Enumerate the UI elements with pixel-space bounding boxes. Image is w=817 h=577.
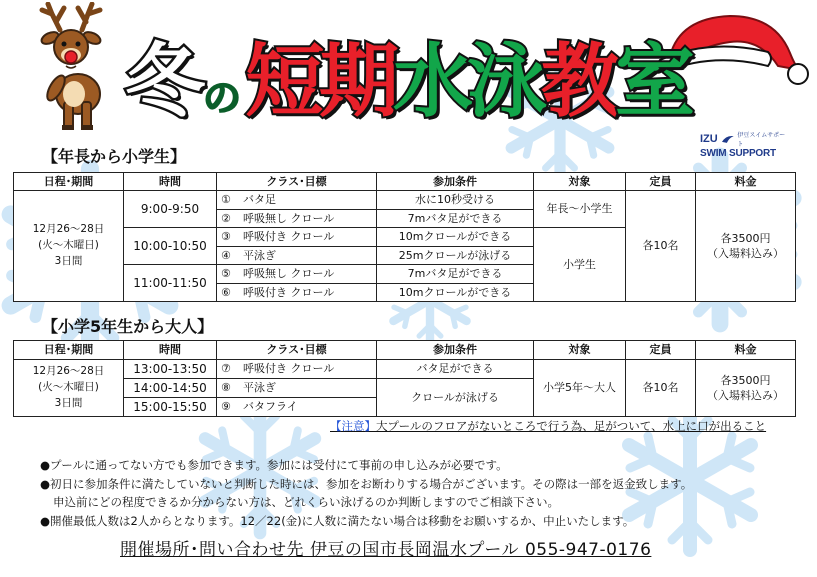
- col-header: 料金: [696, 173, 796, 191]
- col-header: 対象: [534, 173, 626, 191]
- col-header: 時間: [124, 341, 217, 360]
- date-duration: 3日間: [54, 396, 83, 409]
- list-item: ●開催最低人数は2人からとなります。12／22(金)に人数に満たない場合は移動をお願いするか、中止いたします。: [40, 513, 635, 528]
- table-row: [14, 360, 796, 379]
- table-row: [14, 191, 796, 210]
- time-cell: 13:00-13:50: [124, 360, 217, 379]
- class-number: ⑧: [221, 381, 231, 395]
- class-number: ③: [221, 230, 231, 244]
- fee-amount: 各3500円: [720, 231, 771, 245]
- capacity-cell: 各10名: [626, 360, 696, 417]
- title-char: 短: [245, 35, 320, 128]
- time-cell: 14:00-14:50: [124, 379, 217, 398]
- title-char: 室: [615, 35, 690, 128]
- class-number: ⑦: [221, 362, 231, 376]
- page-title: [125, 32, 745, 132]
- class-name: バタフライ: [243, 400, 298, 414]
- date-days: (火～木曜日): [38, 239, 99, 252]
- list-item: ●初日に参加条件に満たしていないと判断した時には、参加をお断わりする場合がございます。その際は一部を返金致します。: [40, 476, 693, 491]
- time-cell: 11:00-11:50: [124, 265, 217, 302]
- class-number: ④: [221, 248, 231, 262]
- class-number: ②: [221, 211, 231, 225]
- date-range: 12月26～28日: [32, 365, 105, 378]
- condition-cell: 7mバタ足ができる: [377, 265, 534, 284]
- target-cell: 年長～小学生: [534, 191, 626, 228]
- date-cell: [14, 191, 124, 302]
- date-range: 12月26～28日: [32, 223, 105, 236]
- title-char: 泳: [467, 35, 542, 128]
- title-winter: 冬: [125, 35, 201, 128]
- col-header: 料金: [696, 341, 796, 360]
- section-heading-adults: 【小学5年生から大人】: [42, 317, 214, 336]
- section-heading-kids: 【年長から小学生】: [42, 147, 187, 166]
- condition-cell: 25mクロールが泳げる: [377, 246, 534, 265]
- class-name: 呼吸無し クロール: [243, 211, 335, 225]
- reindeer-illustration: [30, 2, 120, 132]
- col-header: 参加条件: [377, 341, 534, 360]
- izu-swim-support-logo: [700, 130, 790, 164]
- class-name: バタ足: [243, 193, 276, 207]
- class-cell: [217, 360, 377, 379]
- col-header: クラス･目標: [217, 173, 377, 191]
- col-header: 時間: [124, 173, 217, 191]
- col-header: 定員: [626, 173, 696, 191]
- condition-cell: 10mクロールができる: [377, 283, 534, 302]
- caution-label: 【注意】: [330, 419, 376, 433]
- class-cell: [217, 209, 377, 228]
- fee-note: （入場料込み）: [707, 247, 784, 260]
- logo-swim: SWIM SUPPORT: [700, 148, 776, 159]
- time-cell: 9:00-9:50: [124, 191, 217, 228]
- table-header-row: [14, 341, 796, 360]
- class-name: 呼吸無し クロール: [243, 267, 335, 281]
- capacity-cell: 各10名: [626, 191, 696, 302]
- caution-note: [330, 418, 766, 434]
- list-item: 申込前にどの程度できるか分からない方は、どれくらい泳げるのか判断しますのでご相談下さい。: [53, 495, 559, 509]
- notice-list: [40, 456, 800, 530]
- col-header: 対象: [534, 341, 626, 360]
- condition-cell: バタ足ができる: [377, 360, 534, 379]
- schedule-table-kids: [13, 172, 796, 302]
- date-days: (火～木曜日): [38, 381, 99, 394]
- class-cell: [217, 265, 377, 284]
- condition-cell: 7mバタ足ができる: [377, 209, 534, 228]
- date-duration: 3日間: [54, 254, 83, 267]
- class-name: 呼吸付き クロール: [243, 230, 335, 244]
- logo-jp: 伊豆スイムサポート: [737, 132, 786, 148]
- class-number: ⑨: [221, 400, 231, 414]
- class-cell: [217, 398, 377, 417]
- caution-text: 大プールのフロアがないところで行う為、足がついて、水上に口が出ること: [376, 419, 767, 433]
- title-no: の: [203, 76, 242, 120]
- condition-cell: クロールが泳げる: [377, 379, 534, 417]
- target-cell: 小学生: [534, 228, 626, 302]
- date-cell: [14, 360, 124, 417]
- col-header: 参加条件: [377, 173, 534, 191]
- class-cell: [217, 379, 377, 398]
- condition-cell: 水に10秒受ける: [377, 191, 534, 210]
- fee-amount: 各3500円: [720, 373, 771, 387]
- class-name: 平泳ぎ: [243, 381, 276, 395]
- class-cell: [217, 246, 377, 265]
- fee-note: （入場料込み）: [707, 389, 784, 402]
- class-name: 呼吸付き クロール: [243, 285, 335, 299]
- wave-icon: [721, 134, 735, 144]
- class-name: 呼吸付き クロール: [243, 362, 335, 376]
- class-cell: [217, 228, 377, 247]
- class-number: ①: [221, 193, 231, 207]
- class-number: ⑥: [221, 285, 231, 299]
- fee-cell: [696, 360, 796, 417]
- title-char: 水: [393, 35, 468, 128]
- class-name: 平泳ぎ: [243, 248, 276, 262]
- col-header: 日程･期間: [14, 173, 124, 191]
- target-cell: 小学5年～大人: [534, 360, 626, 417]
- contact-footer: 開催場所･問い合わせ先 伊豆の国市長岡温水プール 055-947-0176: [120, 540, 652, 560]
- col-header: 日程･期間: [14, 341, 124, 360]
- title-char: 教: [541, 35, 616, 128]
- title-char: 期: [319, 35, 394, 128]
- condition-cell: 10mクロールができる: [377, 228, 534, 247]
- logo-izu: IZU: [700, 133, 718, 145]
- time-cell: 10:00-10:50: [124, 228, 217, 265]
- table-header-row: [14, 173, 796, 191]
- list-item: ●プールに通ってない方でも参加できます。参加には受付にて事前の申し込みが必要です。: [40, 458, 508, 472]
- col-header: 定員: [626, 341, 696, 360]
- col-header: クラス･目標: [217, 341, 377, 360]
- schedule-table-adults: [13, 340, 796, 417]
- class-cell: [217, 191, 377, 210]
- class-cell: [217, 283, 377, 302]
- class-number: ⑤: [221, 267, 231, 281]
- time-cell: 15:00-15:50: [124, 398, 217, 417]
- fee-cell: [696, 191, 796, 302]
